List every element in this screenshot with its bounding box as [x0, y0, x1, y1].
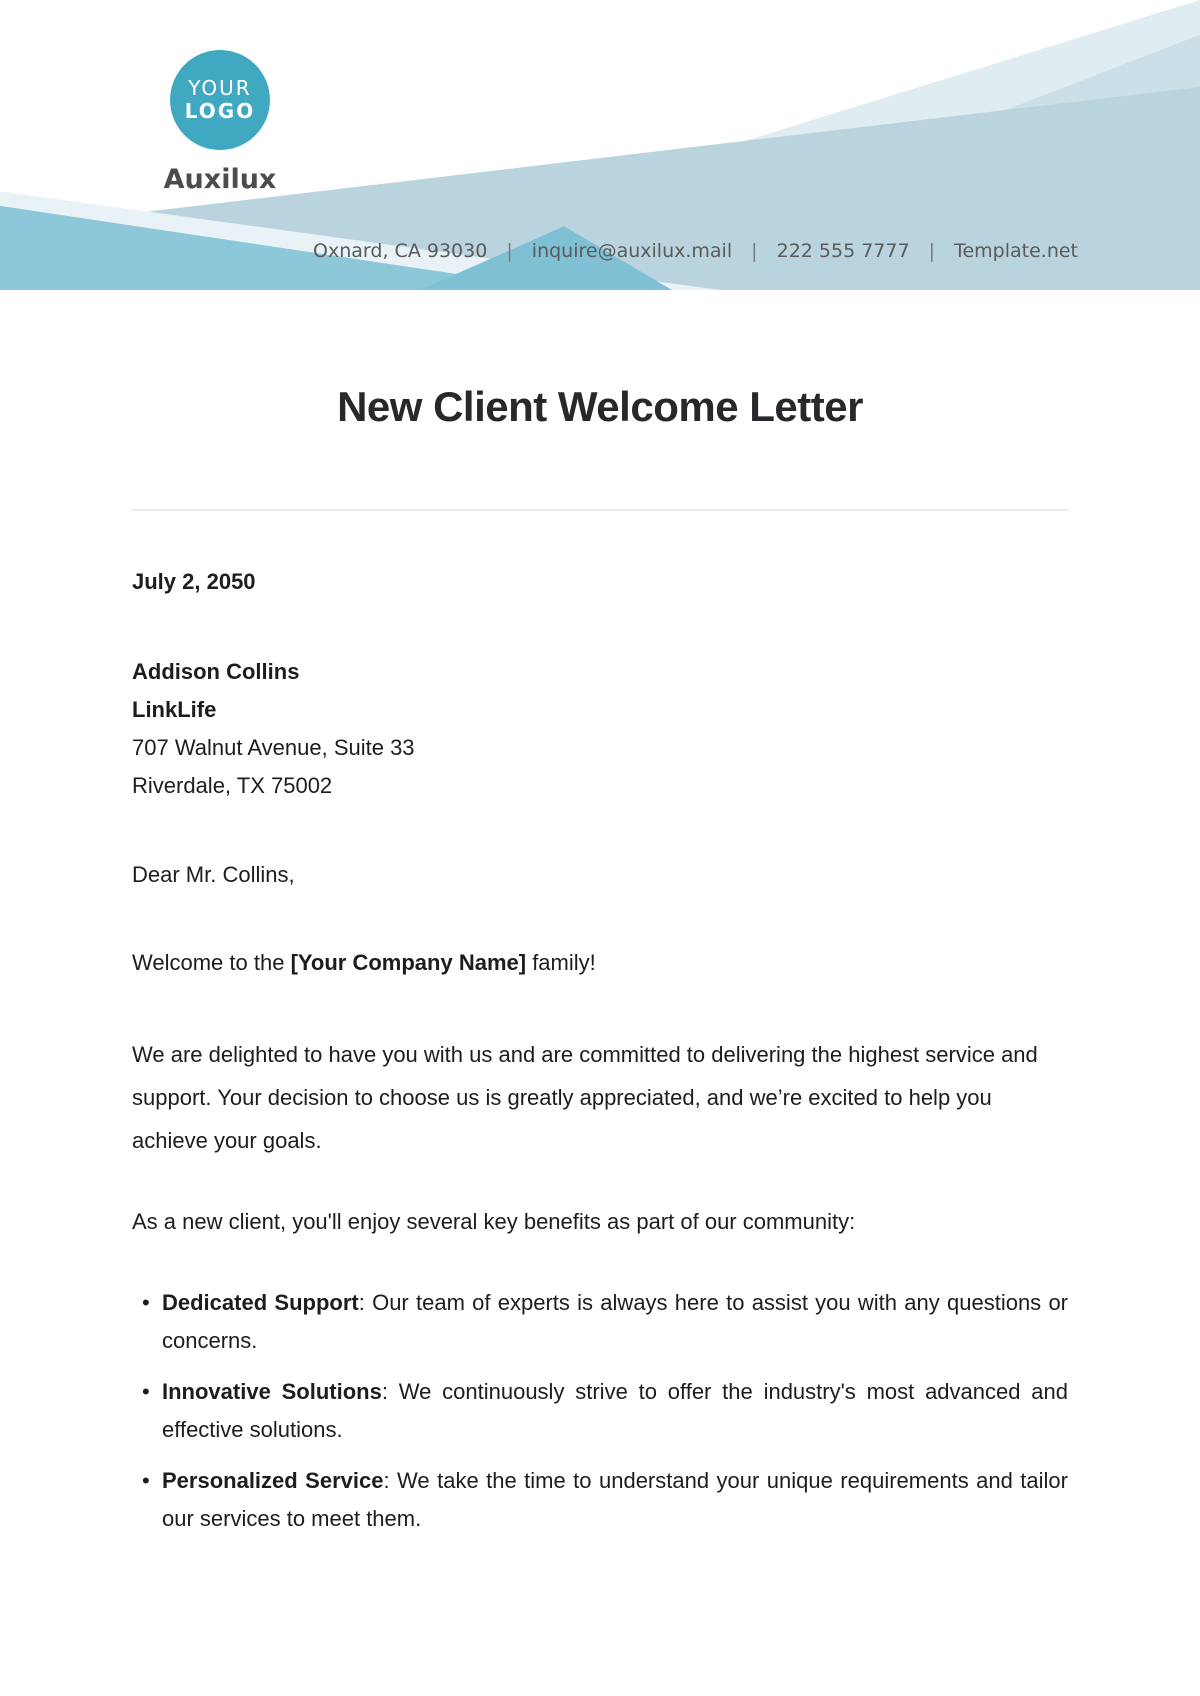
- welcome-prefix: Welcome to the: [132, 950, 291, 975]
- paragraph-benefits-lead: As a new client, you'll enjoy several key benefits as part of our community:: [132, 1209, 856, 1234]
- contact-email: inquire@auxilux.mail: [531, 240, 733, 262]
- contact-separator: |: [928, 240, 936, 262]
- benefit-title: Personalized Service: [162, 1468, 384, 1493]
- paragraph-intro: We are delighted to have you with us and are committed to delivering the highest service and support. Your decision to choose us is greatly appreciated, and we’re excited to help you achieve your goals.: [132, 1042, 1038, 1153]
- list-item-innovative-solutions: [132, 1373, 1068, 1449]
- list-item-personalized-service: [132, 1462, 1068, 1538]
- title-divider: [132, 509, 1068, 511]
- welcome-line: [132, 949, 1068, 977]
- brand-logo: [155, 50, 285, 195]
- list-item-dedicated-support: [132, 1284, 1068, 1360]
- salutation: Dear Mr. Collins,: [132, 862, 295, 887]
- letter-body: [0, 383, 1200, 1538]
- logo-circle-icon: [170, 50, 270, 150]
- recipient-company: LinkLife: [132, 697, 217, 722]
- benefit-text: : We take the time to understand your unique requirements and tailor our services to meet them.: [162, 1468, 1068, 1531]
- letter-date: July 2, 2050: [132, 569, 256, 594]
- logo-text-your: YOUR: [188, 76, 252, 100]
- recipient-block: [132, 653, 1068, 805]
- contact-website: Template.net: [954, 240, 1078, 262]
- header-banner: [0, 0, 1200, 290]
- contact-phone: 222 555 7777: [776, 240, 910, 262]
- benefit-text: : We continuously strive to offer the industry's most advanced and effective solutions.: [162, 1379, 1068, 1442]
- company-name: Auxilux: [163, 164, 277, 195]
- contact-location: Oxnard, CA 93030: [313, 240, 488, 262]
- recipient-address-line1: 707 Walnut Avenue, Suite 33: [132, 735, 415, 760]
- benefit-text: : Our team of experts is always here to assist you with any questions or concerns.: [162, 1290, 1068, 1353]
- benefits-list: [132, 1284, 1068, 1538]
- page-title: New Client Welcome Letter: [337, 383, 863, 430]
- welcome-suffix: family!: [526, 950, 596, 975]
- recipient-address-line2: Riverdale, TX 75002: [132, 773, 333, 798]
- benefit-title: Innovative Solutions: [162, 1379, 382, 1404]
- welcome-company-placeholder: [Your Company Name]: [290, 950, 527, 975]
- recipient-name: Addison Collins: [132, 659, 300, 684]
- header-contact-bar: [313, 240, 1078, 262]
- benefit-title: Dedicated Support: [162, 1290, 359, 1315]
- contact-separator: |: [506, 240, 513, 262]
- logo-text-logo: LOGO: [184, 99, 256, 123]
- contact-separator: |: [751, 240, 758, 262]
